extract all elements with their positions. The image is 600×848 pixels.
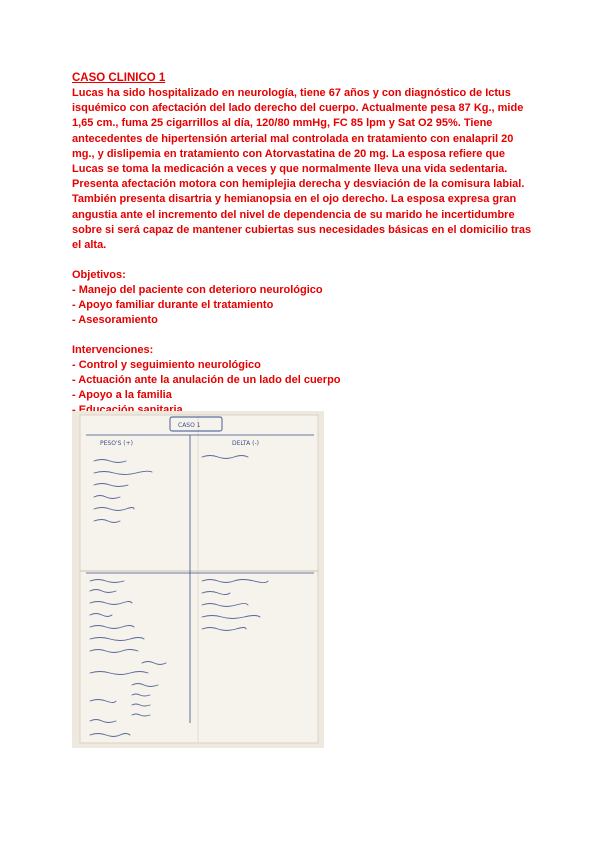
objective-item: - Manejo del paciente con deterioro neurológico [72,284,323,297]
interventions-heading: Intervenciones: [72,344,154,357]
notes-sketch [72,411,324,748]
intervention-item: - Apoyo a la familia [72,389,172,402]
handwritten-notes-photo [72,411,324,748]
photo-right-header: DELTA (-) [232,440,259,447]
objective-item: - Apoyo familiar durante el tratamiento [72,299,274,312]
photo-heading: CASO 1 [178,422,201,429]
case-title: CASO CLINICO 1 [72,72,166,84]
case-description: Lucas ha sido hospitalizado en neurología, tiene 67 años y con diagnóstico de Ictus isquémico con afectación del lado derecho del cuerpo. Actualmente pesa 87 Kg., mide 1,65 cm., fuma 25 cigarrillos al día, 120/80 mmHg, FC 85 lpm y Sat O2 95%. Tiene antecedentes de hipertensión arterial mal controlada en tratamiento con enalapril 20 mg., y dislipemia en tratamiento con Atorvastatina de 20 mg. La esposa refiere que Lucas se toma la medicación a veces y que normalmente lleva una vida sedentaria. Presenta afectación motora con hemiplejia derecha y desviación de la comisura labial. También presenta disartria y hemianopsia en el ojo derecho. La esposa expresa gran angustia ante el incremento del nivel de dependencia de su marido he incertidumbre sobre si será capaz de mantener cubiertas sus necesidades básicas en el domicilio tras el alta. [72,87,532,252]
intervention-item: - Actuación ante la anulación de un lado del cuerpo [72,374,341,387]
photo-left-header: PESO'S (+) [100,440,134,447]
objectives-heading: Objetivos: [72,269,126,282]
intervention-item: - Control y seguimiento neurológico [72,359,261,372]
objective-item: - Asesoramiento [72,314,158,327]
case-document [72,71,532,418]
